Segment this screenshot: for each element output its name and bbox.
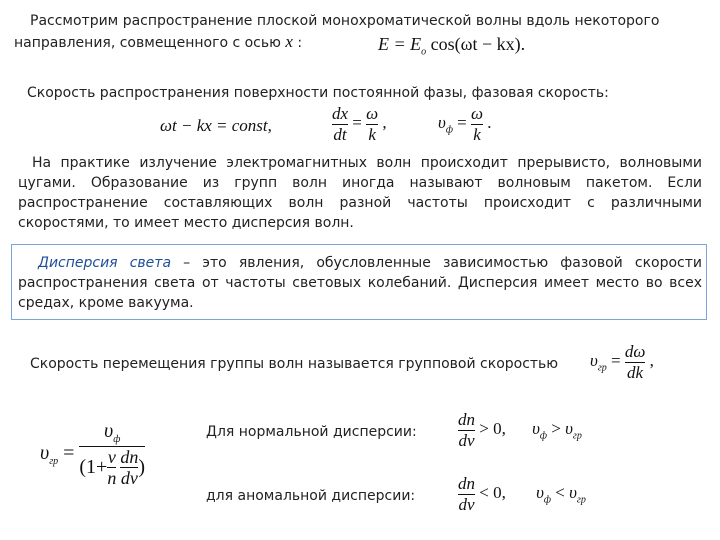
const-equation: ωt − kx = const, <box>160 116 272 135</box>
relation-equation <box>40 420 145 489</box>
vph-sub: ф <box>445 124 453 136</box>
rel-inner-num: v <box>107 446 116 467</box>
anom-op: < <box>555 482 565 502</box>
anom-den: dv <box>458 494 475 514</box>
rel-num-v: υ <box>104 420 114 442</box>
norm-lhs: υ <box>532 418 540 438</box>
packets-line-1: На практике излучение электромагнитных волн происходит прерывисто, волновыми <box>32 155 702 171</box>
rel-num-sub: ф <box>113 434 121 445</box>
norm-rel: > 0, <box>479 418 506 438</box>
norm-num: dn <box>458 410 475 429</box>
group-velocity-text: Скорость перемещения группы волн называется групповой скоростью <box>30 356 559 372</box>
vph-eq: = <box>457 112 467 132</box>
wave-equation <box>378 34 525 58</box>
anom-rsub: гр <box>576 494 586 506</box>
dxdt-equation <box>332 104 387 144</box>
anomalous-dispersion-equation <box>458 474 586 514</box>
vph-v: υ <box>438 112 446 132</box>
phase-heading: Скорость распространения поверхности постоянной фазы, фазовая скорость: <box>27 85 609 101</box>
dxdt-den2: k <box>368 124 376 144</box>
wave-eq-rhs: cos(ωt − kx). <box>430 34 526 54</box>
rel-inner-den: n <box>107 468 117 489</box>
rel-inner-den2: dv <box>120 468 138 489</box>
dxdt-den: dt <box>333 124 347 144</box>
dxdt-tail: , <box>382 112 387 132</box>
intro-line-2-text: направления, совмещенного с осью <box>14 35 281 51</box>
norm-rhs: υ <box>565 418 573 438</box>
definition-line-2: распространения света от частоты световых колебаний. Дисперсия имеет место во всех <box>18 275 702 291</box>
rel-sub: гр <box>49 456 59 468</box>
intro-line-1: Рассмотрим распространение плоской монохроматической волны вдоль некоторого <box>30 13 660 29</box>
packets-line-4: скоростями, то имеет место дисперсия волн. <box>18 215 354 231</box>
anomalous-dispersion-label: для аномальной дисперсии: <box>206 488 416 504</box>
intro-line-2 <box>14 32 302 53</box>
packets-line-2: цугами. Образование из групп волн иногда называют волновым пакетом. Если <box>18 175 702 191</box>
rel-den-close: ) <box>138 456 145 479</box>
rel-den-open: (1+ <box>79 456 108 479</box>
anom-rhs: υ <box>569 482 577 502</box>
vgr-sub: гр <box>597 362 607 374</box>
definition-line-1-rest: – это явления, обусловленные зависимостью фазовой скорости <box>171 255 702 271</box>
anom-lhs: υ <box>536 482 544 502</box>
normal-dispersion-equation <box>458 410 582 450</box>
vph-den: k <box>473 124 481 144</box>
rel-v: υ <box>40 442 50 465</box>
dxdt-num2: ω <box>366 104 379 123</box>
vgr-v: υ <box>590 350 598 370</box>
wave-eq-sub: o <box>421 46 427 58</box>
anom-num: dn <box>458 474 475 493</box>
definition-line-3: средах, кроме вакуума. <box>18 295 194 311</box>
vgr-den: dk <box>627 362 644 382</box>
norm-lsub: ф <box>539 430 548 442</box>
anom-lsub: ф <box>543 494 552 506</box>
vgr-num: dω <box>624 342 646 361</box>
packets-line-3: распространение составляющих волн разной частоты происходит с различными <box>18 195 702 211</box>
axis-symbol: x <box>285 32 293 51</box>
rel-inner-num2: dn <box>120 446 139 467</box>
group-velocity-equation <box>590 342 654 382</box>
definition-term: Дисперсия света <box>38 255 172 271</box>
wave-eq-lhs: E = E <box>378 34 422 54</box>
phase-velocity-equation <box>438 104 492 144</box>
vph-tail: . <box>487 112 492 132</box>
anom-rel: < 0, <box>479 482 506 502</box>
vph-num: ω <box>471 104 484 123</box>
dxdt-eq: = <box>352 112 362 132</box>
norm-rsub: гр <box>572 430 582 442</box>
definition-line-1 <box>18 254 702 273</box>
vgr-tail: , <box>649 350 654 370</box>
norm-den: dv <box>458 430 475 450</box>
vgr-eq: = <box>610 350 621 370</box>
norm-op: > <box>551 418 561 438</box>
rel-eq: = <box>63 442 75 465</box>
dxdt-num: dx <box>332 104 349 123</box>
intro-colon: : <box>297 35 303 51</box>
normal-dispersion-label: Для нормальной дисперсии: <box>206 424 417 440</box>
